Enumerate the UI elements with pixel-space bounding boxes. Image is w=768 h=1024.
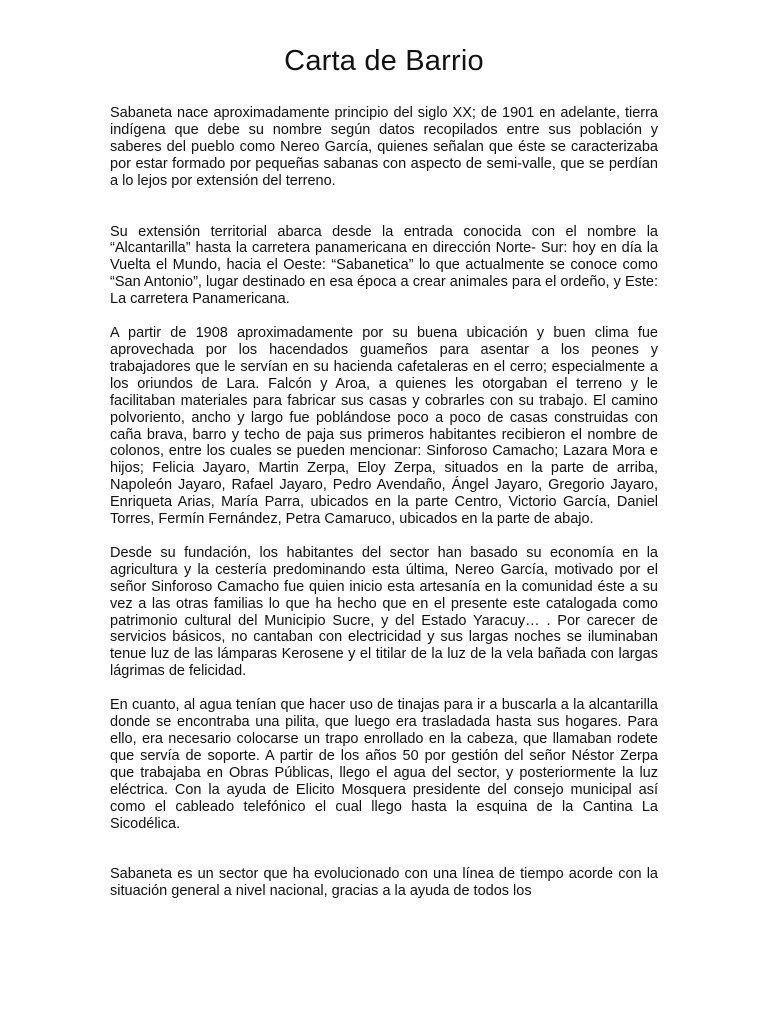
- paragraph-settlers: A partir de 1908 aproximadamente por su buena ubicación y buen clima fue aprovechada por los hacendados guameños para asentar a los peones y trabajadores que le servían en su hacienda cafetaleras en el cerro; especialmente a los oriundos de Lara. Falcón y Aroa, a quienes les otorgaban el terreno y le facilitaban materiales para fabricar sus casas y cobrarles con su trabajo. El camino polvoriento, ancho y largo fue poblándose poco a poco de casas construidas con caña brava, barro y techo de paja sus primeros habitantes recibieron el nombre de colonos, entre los cuales se pueden mencionar: Sinforoso Camacho; Lazara Mora e hijos; Felicia Jayaro, Martin Zerpa, Eloy Zerpa, situados en la parte de arriba, Napoleón Jayaro, Rafael Jayaro, Pedro Avendaño, Ángel Jayaro, Gregorio Jayaro, Enriqueta Arias, María Parra, ubicados en la parte Centro, Victorio García, Daniel Torres, Fermín Fernández, Petra Camaruco, ubicados en la parte de abajo.: [110, 325, 658, 528]
- paragraph-water: En cuanto, al agua tenían que hacer uso de tinajas para ir a buscarla a la alcantarilla donde se encontraba una pilita, que luego era trasladada hasta sus hogares. Para ello, era necesario colocarse un trapo enrollado en la cabeza, que llamaban rodete que servía de soporte. A partir de los años 50 por gestión del señor Néstor Zerpa que trabajaba en Obras Públicas, llego el agua del sector, y posteriormente la luz eléctrica. Con la ayuda de Elicito Mosquera presidente del consejo municipal así como el cableado telefónico el cual llego hasta la esquina de la Cantina La Sicodélica.: [110, 697, 658, 832]
- paragraph-territory: Su extensión territorial abarca desde la entrada conocida con el nombre la “Alcantarilla” hasta la carretera panamericana en dirección Norte- Sur: hoy en día la Vuelta el Mundo, hacia el Oeste: “Sabanetica” lo que actualmente se conoce como “San Antonio”, lugar destinado en esa época a crear animales para el ordeño, y Este: La carretera Panamericana.: [110, 223, 658, 308]
- paragraph-origin: Sabaneta nace aproximadamente principio del siglo XX; de 1901 en adelante, tierra indígena que debe su nombre según datos recopilados entre sus población y saberes del pueblo como Nereo García, quienes señalan que éste se caracterizaba por estar formado por pequeñas sabanas con aspecto de semi-valle, que se perdían a lo lejos por extensión del terreno.: [110, 105, 658, 189]
- paragraph-evolution: Sabaneta es un sector que ha evolucionado con una línea de tiempo acorde con la situación general a nivel nacional, gracias a la ayuda de todos los: [110, 866, 658, 900]
- paragraph-economy: Desde su fundación, los habitantes del sector han basado su economía en la agricultura y la cestería predominando esta última, Nereo García, motivado por el señor Sinforoso Camacho fue quien inicio esta artesanía en la comunidad éste a su vez a las otras familias lo que ha hecho que en el presente este catalogada como patrimonio cultural del Municipio Sucre, y del Estado Yaracuy… . Por carecer de servicios básicos, no cantaban con electricidad y sus largas noches se iluminaban tenue luz de las lámparas Kerosene y el titilar de la luz de la vela bañada con largas lágrimas de felicidad.: [110, 544, 658, 680]
- document-body: [110, 105, 658, 900]
- document-title: Carta de Barrio: [284, 45, 484, 77]
